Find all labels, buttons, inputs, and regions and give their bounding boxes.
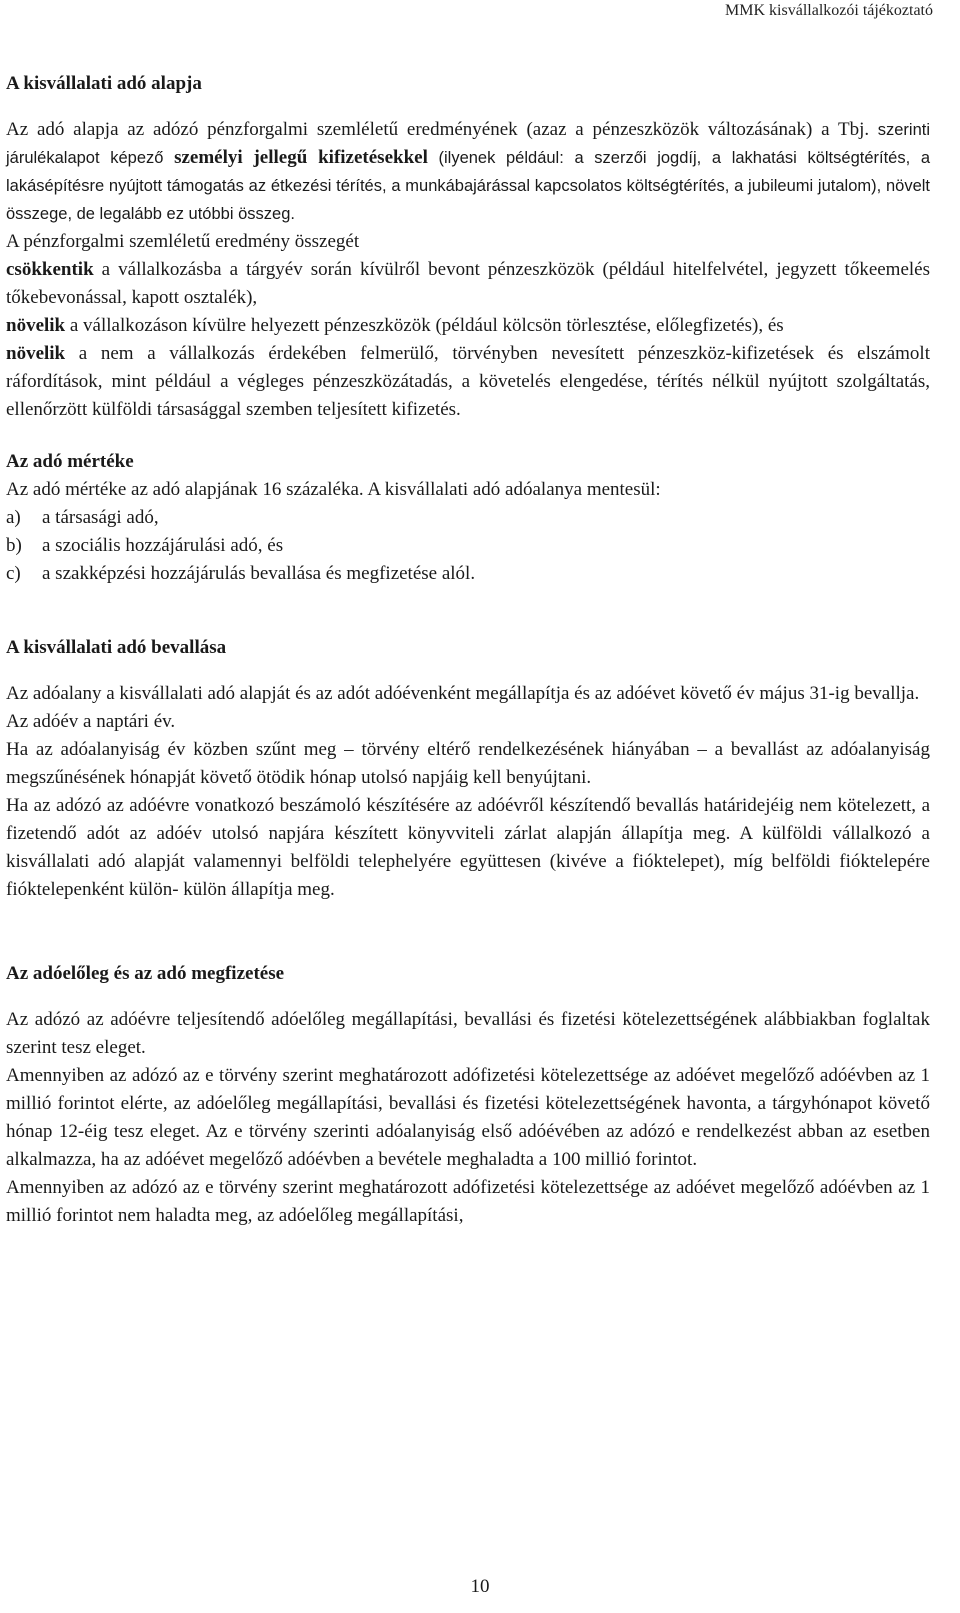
- text-segment: (ilyenek például: a szerzői jogdíj, a lakhatási költségtérítés, a lakásépítésre nyújtott támogatás az étkezési térítés, a munkábajárással kapcsolatos költségtérítés, a jubileumi jutalom), növelt összege, de legalább ez utóbbi összeg.: [6, 149, 931, 223]
- text-segment: a nem a vállalkozás érdekében felmerülő, törvényben nevesített pénzeszköz-kifizetések és elszámolt ráfordítások, mint például a végleges pénzeszközátadás, a követelés elengedése, térítés nélkül nyújtott szolgáltatás, ellenőrzött külföldi társasággal szemben teljesített kifizetés.: [6, 343, 930, 420]
- text-segment: a vállalkozáson kívülre helyezett pénzeszközök (például kölcsön törlesztése, előlegfizetés), és: [65, 315, 784, 336]
- heading-tax-rate: Az adó mértéke: [6, 451, 134, 472]
- list-item: [6, 560, 930, 588]
- bold-term: növelik: [6, 343, 66, 364]
- bold-term: csökkentik: [6, 259, 94, 280]
- paragraph-monthly-advance: Amennyiben az adózó az e törvény szerint meghatározott adófizetési kötelezettsége az adóévet megelőző adóévben az 1 millió forintot elérte, az adóelőleg megállapítási, bevallási és fizetési kötelezettségének havonta, a tárgyhónapot követő hónap 12-éig tesz eleget. Az e törvény szerinti adóalanyiság első adóévében az adózó e rendelkezést abban az esetben alkalmazza, ha az adóévet megelőző adóévben a bevétele meghaladta a 100 millió forintot.: [6, 1065, 930, 1170]
- paragraph-result-intro: A pénzforgalmi szemléletű eredmény összegét: [6, 231, 360, 252]
- page-number: 10: [470, 1576, 490, 1597]
- bold-term: növelik: [6, 315, 66, 336]
- paragraph-increases-1: [6, 312, 930, 340]
- list-item-text: a társasági adó,: [42, 507, 159, 528]
- text-segment: Az adó alapja az adózó pénzforgalmi szemléletű eredményének (azaz a pénzeszközök változásának) a Tbj.: [6, 119, 870, 140]
- bold-term: személyi jellegű kifizetésekkel: [174, 147, 428, 168]
- paragraph-tax-year: Az adóév a naptári év.: [6, 711, 176, 732]
- exemption-list: [6, 504, 930, 588]
- paragraph-below-threshold: Amennyiben az adózó az e törvény szerint meghatározott adófizetési kötelezettsége az adóévet megelőző adóévben az 1 millió forintot nem haladta meg, az adóelőleg megállapítási,: [6, 1177, 930, 1226]
- paragraph-ceased-status: Ha az adóalanyiság év közben szűnt meg – törvény eltérő rendelkezésének hiányában – a bevallást az adóalanyiság megszűnésének hónapját követő ötödik hónap utolsó napjáig kell benyújtani.: [6, 739, 930, 788]
- paragraph-foreign-entrepreneur: Ha az adózó az adóévre vonatkozó beszámoló készítésére az adóévről készítendő bevallás határidejéig nem kötelezett, a fizetendő adót az adóév utolsó napjára készített könyvviteli zárlat alapján állapítja meg. A külföldi vállalkozó a kisvállalati adó alapját valamennyi belföldi telephelyére együttesen (kivéve a fióktelepet), míg belföldi fióktelepére fióktelepenként külön- külön állapítja meg.: [6, 795, 930, 900]
- text-segment: szerinti járulékalapot képező: [6, 121, 930, 167]
- running-header-title: MMK kisvállalkozói tájékoztató: [725, 2, 933, 19]
- paragraph-increases-2: [6, 340, 930, 424]
- heading-tax-base: A kisvállalati adó alapja: [6, 73, 202, 94]
- paragraph-advance-intro: Az adózó az adóévre teljesítendő adóelőleg megállapítási, bevallási és fizetési kötelezettségének alábbiakban foglaltak szerint tesz eleget.: [6, 1009, 930, 1058]
- paragraph-return-deadline: Az adóalany a kisvállalati adó alapját és az adót adóévenként megállapítja és az adóévet követő év május 31-ig bevallja.: [6, 683, 920, 704]
- heading-tax-return: A kisvállalati adó bevallása: [6, 637, 227, 658]
- paragraph-tax-rate: Az adó mértéke az adó alapjának 16 százaléka. A kisvállalati adó adóalanya mentesül:: [6, 479, 661, 500]
- paragraph-tax-base-definition: [6, 116, 930, 228]
- text-segment: a vállalkozásba a tárgyév során kívülről bevont pénzeszközök (például hitelfelvétel, jegyzett tőkeemelés tőkebevonással, kapott osztalék),: [6, 259, 930, 308]
- list-item: [6, 504, 930, 532]
- list-item: [6, 532, 930, 560]
- list-marker: c): [6, 563, 21, 584]
- document-body: [6, 70, 930, 1230]
- list-item-text: a szakképzési hozzájárulás bevallása és megfizetése alól.: [42, 563, 476, 584]
- paragraph-decreases: [6, 256, 930, 312]
- list-marker: a): [6, 507, 21, 528]
- heading-advance-payment: Az adóelőleg és az adó megfizetése: [6, 963, 285, 984]
- list-item-text: a szociális hozzájárulási adó, és: [42, 535, 284, 556]
- list-marker: b): [6, 535, 22, 556]
